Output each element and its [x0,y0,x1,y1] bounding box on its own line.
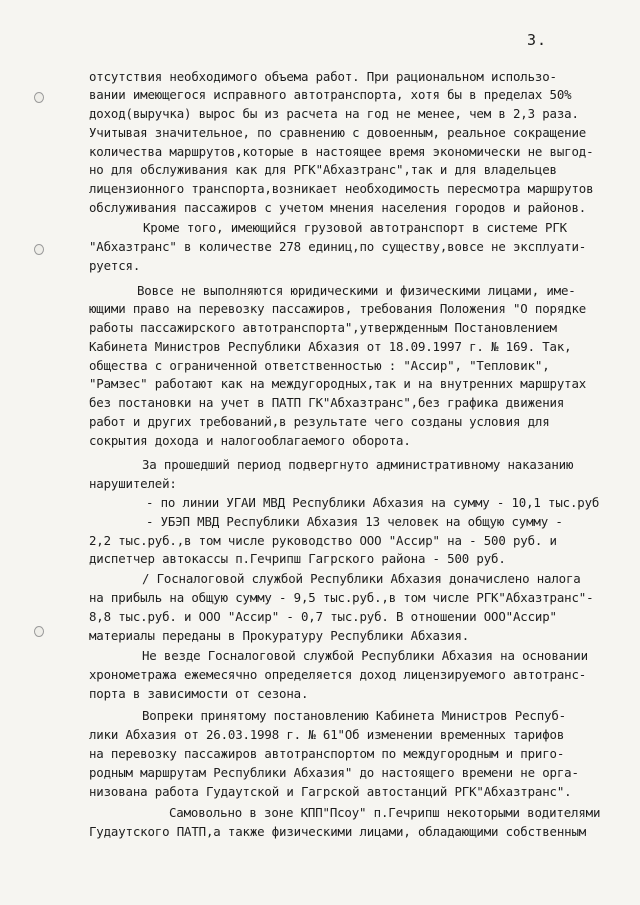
body-line: - УБЭП МВД Республики Абхазия 13 человек на общую сумму - [146,514,563,529]
body-line: материалы переданы в Прокуратуру Республики Абхазия. [89,628,470,643]
body-line: работы пассажирского автотранспорта",утвержденным Постановлением [89,320,557,335]
body-line: низована работа Гудаутской и Гагрской автостанций РГК"Абхазтранс". [89,784,572,799]
page-number: 3. [527,31,548,49]
body-line: лицензионного транспорта,возникает необходимость пересмотра маршрутов [89,181,594,196]
body-line: руется. [89,258,141,273]
body-line: общества с ограниченной ответственностью : "Ассир", "Тепловик", [89,358,550,373]
body-line: отсутствия необходимого объема работ. При рациональном использо- [89,69,557,84]
body-line: - по линии УГАИ МВД Республики Абхазия на сумму - 10,1 тыс.руб [146,495,600,510]
body-line: на прибыль на общую сумму - 9,5 тыс.руб.,в том числе РГК"Абхазтранс"- [89,590,594,605]
body-line: Кабинета Министров Республики Абхазия от 18.09.1997 г. № 169. Так, [89,339,572,354]
body-line: "Абхазтранс" в количестве 278 единиц,по существу,вовсе не эксплуати- [89,239,587,254]
body-line: / Госналоговой службой Республики Абхазия доначислено налога [142,571,581,586]
body-line: лики Абхазия от 26.03.1998 г. № 61"Об изменении временных тарифов [89,727,565,742]
body-line: нарушителей: [89,476,177,491]
body-line: родным маршрутам Республики Абхазия" до настоящего времени не орга- [89,765,579,780]
body-line: Кроме того, имеющийся грузовой автотранспорт в системе РГК [143,220,567,235]
body-line: Не везде Госналоговой службой Республики Абхазия на основании [142,648,588,663]
body-line: За прошедший период подвергнуто административному наказанию [142,457,574,472]
body-line: диспетчер автокассы п.Гечрипш Гагрского района - 500 руб. [89,551,506,566]
body-line: Вопреки принятому постановлению Кабинета Министров Респуб- [142,708,566,723]
punch-hole-mark [34,244,44,255]
body-line: Вовсе не выполняются юридическими и физическими лицами, име- [137,283,576,298]
punch-hole-mark [34,92,44,103]
body-line: обслуживания пассажиров с учетом мнения населения городов и районов. [89,200,587,215]
body-line: Гудаутского ПАТП,а также физическими лицами, обладающими собственным [89,824,587,839]
body-line: "Рамзес" работают как на междугородных,так и на внутренних маршрутах [89,376,587,391]
body-line: доход(выручка) вырос бы из расчета на год не менее, чем в 2,3 раза. [89,106,579,121]
body-line: сокрытия дохода и налогооблагаемого оборота. [89,433,411,448]
body-line: на перевозку пассажиров автотранспортом по междугородным и приго- [89,746,565,761]
body-line: без постановки на учет в ПАТП ГК"Абхазтранс",без графика движения [89,395,565,410]
body-line: ющими право на перевозку пассажиров, требования Положения "О порядке [89,301,587,316]
body-line: работ и других требований,в результате чего созданы условия для [89,414,550,429]
body-line: 8,8 тыс.руб. и ООО "Ассир" - 0,7 тыс.руб. В отношении ООО"Ассир" [89,609,557,624]
body-line: Учитывая значительное, по сравнению с довоенным, реальное сокращение [89,125,587,140]
body-line: 2,2 тыс.руб.,в том числе руководство ООО "Ассир" на - 500 руб. и [89,533,557,548]
body-line: Самовольно в зоне КПП"Псоу" п.Гечрипш некоторыми водителями [169,805,601,820]
body-line: количества маршрутов,которые в настоящее время экономически не выгод- [89,144,594,159]
body-line: хронометража ежемесячно определяется доход лицензируемого автотранс- [89,667,587,682]
punch-hole-mark [34,626,44,637]
body-line: но для обслуживания как для РГК"Абхазтранс",так и для владельцев [89,162,557,177]
body-line: порта в зависимости от сезона. [89,686,309,701]
body-line: вании имеющегося исправного автотранспорта, хотя бы в пределах 50% [89,87,572,102]
